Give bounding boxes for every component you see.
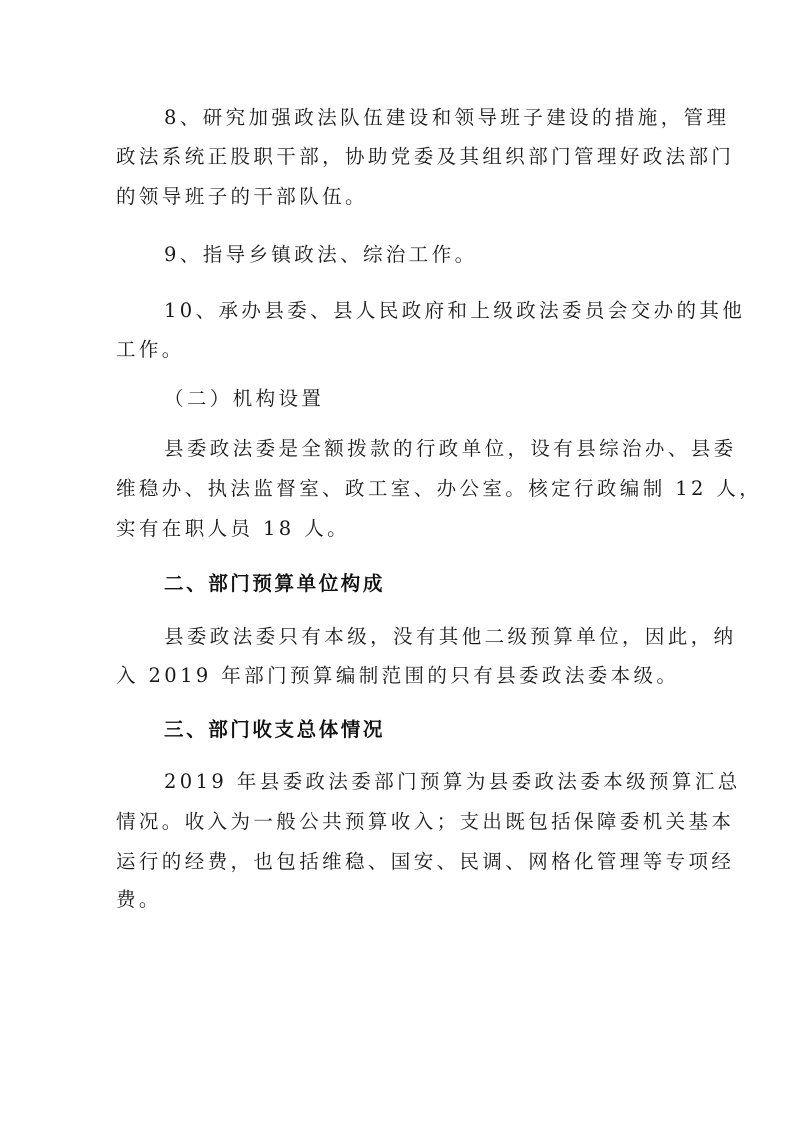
paragraph-item-10-line-2: 工作。	[116, 338, 185, 361]
section-heading-2: 二、部门预算单位构成	[164, 572, 386, 595]
paragraph-item-8-line-2: 政法系统正股职干部，协助党委及其组织部门管理好政法部门	[116, 145, 735, 168]
paragraph-organization-line-1: 县委政法委是全额拨款的行政单位，设有县综治办、县委	[164, 437, 737, 460]
section-heading-3: 三、部门收支总体情况	[164, 718, 386, 741]
paragraph-units-line-2: 入 2019 年部门预算编制范围的只有县委政法委本级。	[116, 664, 680, 687]
paragraph-units-line-1: 县委政法委只有本级，没有其他二级预算单位，因此，纳	[164, 625, 737, 648]
paragraph-overview-line-3: 运行的经费，也包括维稳、国安、民调、网格化管理等专项经	[116, 850, 735, 873]
paragraph-item-8-line-3: 的领导班子的干部队伍。	[116, 185, 368, 208]
paragraph-organization-line-3: 实有在职人员 18 人。	[116, 517, 351, 540]
paragraph-item-8-line-1: 8、研究加强政法队伍建设和领导班子建设的措施，管理	[164, 106, 730, 129]
paragraph-overview-line-1: 2019 年县委政法委部门预算为县委政法委本级预算汇总	[164, 770, 741, 793]
paragraph-organization-line-2: 维稳办、执法监督室、政工室、办公室。核定行政编制 12 人，	[116, 477, 763, 500]
paragraph-item-9: 9、指导乡镇政法、综治工作。	[164, 243, 478, 266]
paragraph-overview-line-2: 情况。收入为一般公共预算收入；支出既包括保障委机关基本	[116, 810, 735, 833]
section-subheading-organization: （二）机构设置	[164, 387, 325, 410]
paragraph-item-10-line-1: 10、承办县委、县人民政府和上级政法委员会交办的其他	[164, 299, 746, 322]
paragraph-overview-line-4: 费。	[116, 888, 162, 911]
